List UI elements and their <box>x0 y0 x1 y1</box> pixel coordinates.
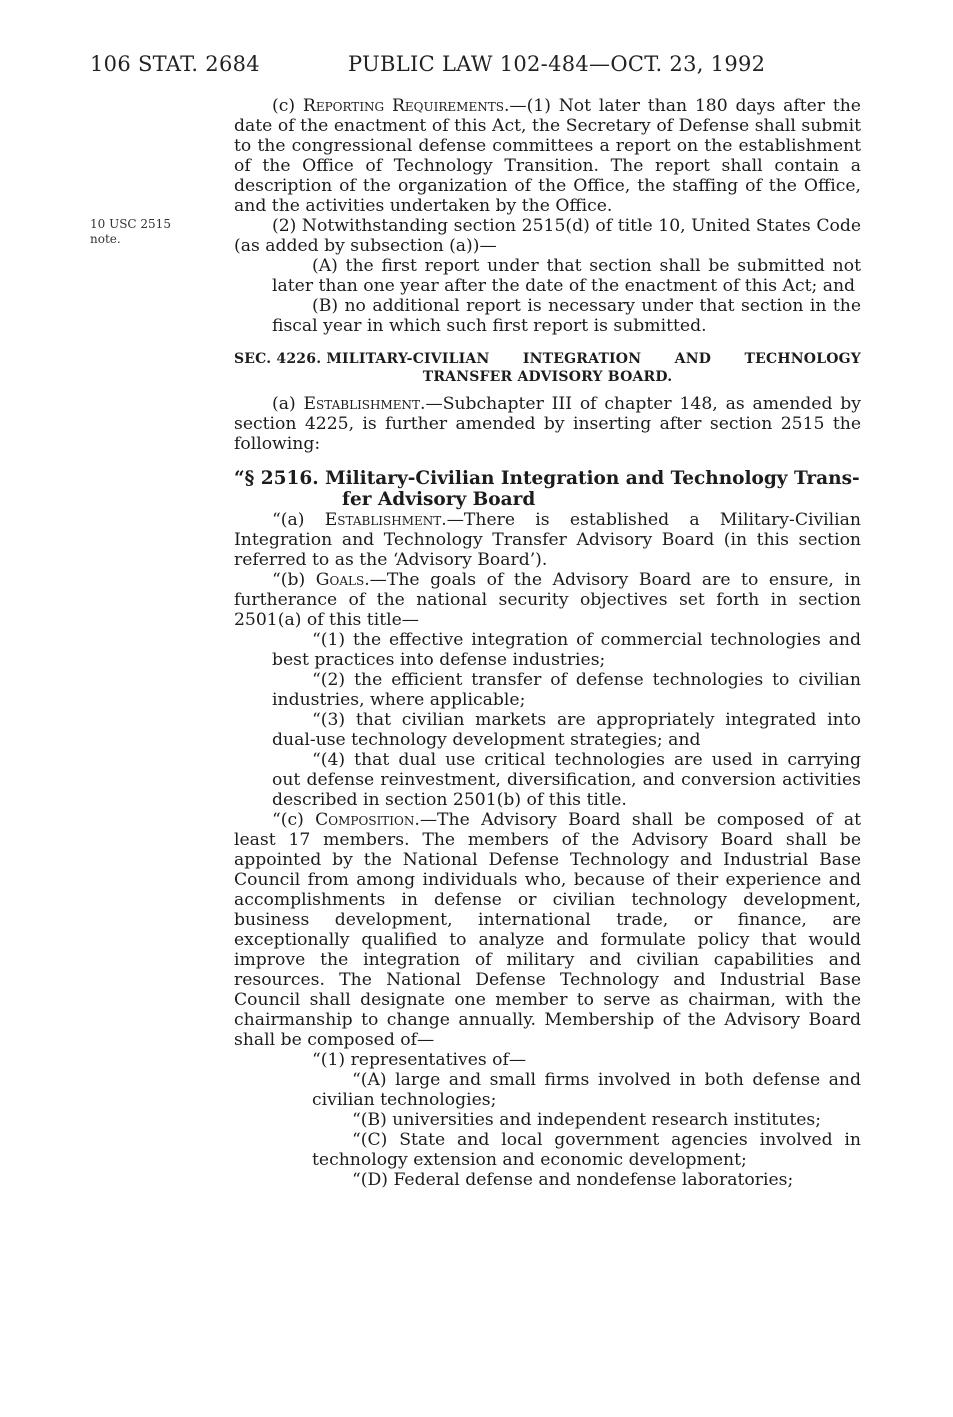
section-para-a <box>234 394 861 454</box>
reporting-para-2: (2) Notwithstanding section 2515(d) of title 10, United States Code (as added by subsection (a))— <box>234 216 861 256</box>
s2516-c-heading: Composition <box>315 810 415 830</box>
s2516-para-c1: “(1) representatives of— <box>312 1050 527 1070</box>
s2516-heading-line2: fer Advisory Board <box>342 489 536 510</box>
s2516-b-heading: Goals <box>315 570 365 590</box>
reporting-label: (c) <box>272 96 303 116</box>
s2516-heading <box>234 468 861 510</box>
reporting-para-A: (A) the first report under that section shall be submitted not later than one year after the date of the enactment of this Act; and <box>272 256 861 296</box>
reporting-para-B: (B) no additional report is necessary under that section in the fiscal year in which such first report is submitted. <box>272 296 861 336</box>
s2516-para-b1: “(1) the effective integration of commercial technologies and best practices into defense industries; <box>272 630 861 670</box>
section-a-label: (a) <box>272 394 304 414</box>
s2516-b-text: .—The goals of the Advisory Board are to ensure, in furtherance of the national security objectives set forth in section 2501(a) of this title— <box>234 570 861 630</box>
s2516-para-b <box>234 570 861 630</box>
running-title: PUBLIC LAW 102-484—OCT. 23, 1992 <box>348 52 766 76</box>
reporting-text-1: .—(1) Not later than 180 days after the date of the enactment of this Act, the Secretary of Defense shall submit to the congressional defense committees a report on the establishment of the Office of Technology Transition. The report shall contain a description of the organization of the Office, the staffing of the Office, and the activities undertaken by the Office. <box>234 96 861 216</box>
section-heading-word2: INTEGRATION <box>522 351 642 367</box>
s2516-c-text: .—The Advisory Board shall be composed of at least 17 members. The members of the Advisory Board shall be appointed by the National Defense Technology and Industrial Base Council from among individuals who, because of their experience and accomplishments in defense or civilian technology development, business development, international trade, or finance, are exceptionally qualified to analyze and formulate policy that would improve the integration of military and civilian capabilities and resources. The National Defense Technology and Industrial Base Council shall designate one member to serve as chairman, with the chairmanship to change annually. Membership of the Advisory Board shall be composed of— <box>234 810 861 1050</box>
s2516-para-c1A: “(A) large and small firms involved in both defense and civilian technologies; <box>312 1070 861 1110</box>
s2516-para-b3: “(3) that civilian markets are appropriately integrated into dual-use technology development strategies; and <box>272 710 861 750</box>
s2516-heading-line1: “§ 2516. Military-Civilian Integration and Technology Trans- <box>234 468 860 489</box>
reporting-para-1 <box>234 96 861 216</box>
s2516-a-label: “(a) <box>272 510 325 530</box>
document-body <box>234 96 861 1190</box>
section-heading-word3: AND <box>674 351 712 367</box>
s2516-a-text: .—There is established a Military-Civilian Integration and Technology Transfer Advisory Board (in this section referred to as the ‘Advisory Board’). <box>234 510 861 570</box>
s2516-para-b4: “(4) that dual use critical technologies are used in carrying out defense reinvestment, diversification, and conversion activities described in section 2501(b) of this title. <box>272 750 861 810</box>
section-heading-line2: TRANSFER ADVISORY BOARD. <box>422 369 673 385</box>
margin-note-line2: note. <box>90 232 121 246</box>
s2516-para-c <box>234 810 861 1050</box>
s2516-c-label: “(c) <box>272 810 316 830</box>
section-a-heading: Establishment <box>303 394 421 414</box>
section-heading-word1: SEC. 4226. MILITARY-CIVILIAN <box>234 351 490 367</box>
section-heading <box>234 350 861 386</box>
s2516-para-a <box>234 510 861 570</box>
s2516-para-c1D: “(D) Federal defense and nondefense laboratories; <box>352 1170 794 1190</box>
s2516-para-b2: “(2) the efficient transfer of defense technologies to civilian industries, where applicable; <box>272 670 861 710</box>
section-a-text: .—Subchapter III of chapter 148, as amended by section 4225, is further amended by inserting after section 2515 the following: <box>234 394 861 454</box>
s2516-para-c1C: “(C) State and local government agencies involved in technology extension and economic development; <box>312 1130 861 1170</box>
s2516-b-label: “(b) <box>272 570 316 590</box>
reporting-heading: Reporting Requirements <box>302 96 504 116</box>
margin-note-line1: 10 USC 2515 <box>90 217 171 231</box>
s2516-para-c1B: “(B) universities and independent research institutes; <box>352 1110 822 1130</box>
page-reference: 106 STAT. 2684 <box>90 52 260 76</box>
s2516-a-heading: Establishment <box>324 510 442 530</box>
margin-note <box>90 217 200 247</box>
section-heading-word4: TECHNOLOGY <box>744 351 861 367</box>
